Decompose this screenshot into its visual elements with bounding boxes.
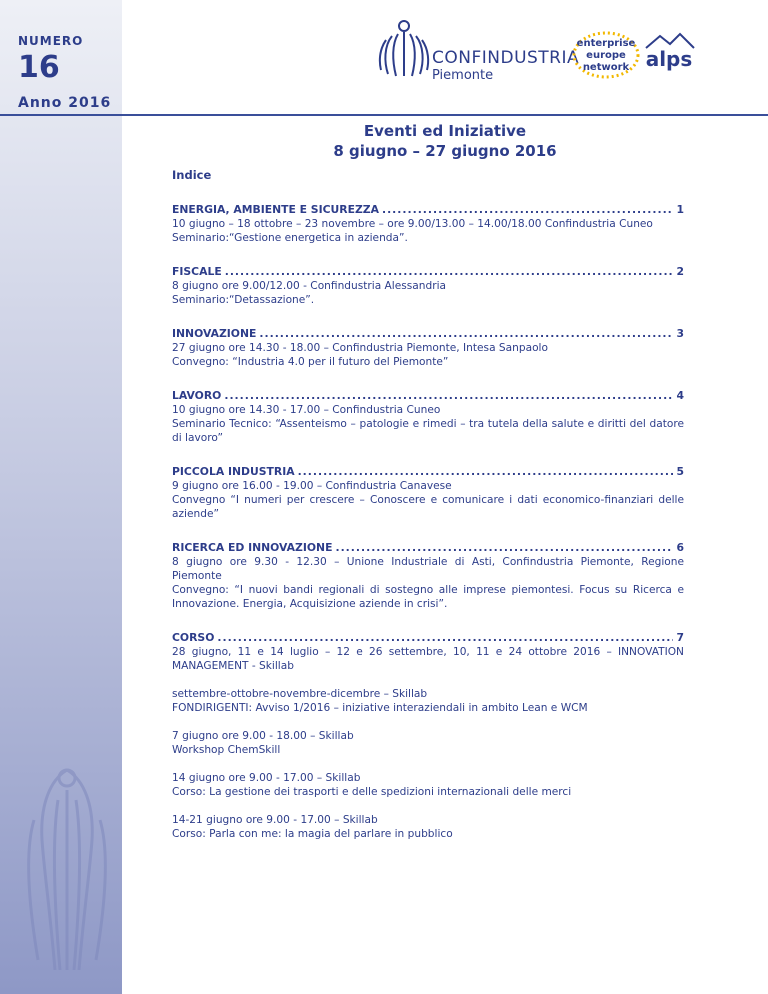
section-line: Convegno: “Industria 4.0 per il futuro del Piemonte” <box>172 356 449 368</box>
section-heading[interactable] <box>172 631 684 645</box>
section-line: 10 giugno ore 14.30 - 17.00 – Confindustria Cuneo <box>172 404 441 416</box>
corso-line: 14-21 giugno ore 9.00 - 17.00 – Skillab <box>172 814 378 826</box>
corso-line: 14 giugno ore 9.00 - 17.00 – Skillab <box>172 772 361 784</box>
section-line: 10 giugno – 18 ottobre – 23 novembre – ore 9.00/13.00 – 14.00/18.00 Confindustria Cuneo <box>172 218 653 230</box>
een-line-2: europe <box>586 50 626 61</box>
page-number: 5 <box>676 465 684 478</box>
index-heading: Indice <box>172 168 212 182</box>
enterprise-europe-network-logo-icon <box>572 30 640 80</box>
section-title: CORSO <box>172 631 215 644</box>
section-line: Seminario:“Detassazione”. <box>172 294 315 306</box>
index-section <box>172 327 684 369</box>
section-line: 8 giugno ore 9.30 - 12.30 – Unione Industriale di Asti, Confindustria Piemonte, Regione Piemonte <box>172 556 684 582</box>
index-section <box>172 389 684 445</box>
index-section <box>172 265 684 307</box>
dot-leader <box>335 541 673 555</box>
section-heading[interactable] <box>172 203 684 217</box>
corso-line: settembre-ottobre-novembre-dicembre – Skillab <box>172 688 428 700</box>
section-title: RICERCA ED INNOVAZIONE <box>172 541 333 554</box>
section-title: ENERGIA, AMBIENTE E SICUREZZA <box>172 203 379 216</box>
page-number: 6 <box>676 541 684 554</box>
dot-leader <box>225 265 674 279</box>
page-number: 3 <box>676 327 684 340</box>
page-number: 4 <box>676 389 684 402</box>
section-heading[interactable] <box>172 465 684 479</box>
dot-leader <box>259 327 673 341</box>
section-heading[interactable] <box>172 327 684 341</box>
page-number: 7 <box>676 631 684 644</box>
index-content <box>172 203 684 841</box>
een-line-1: enterprise <box>576 38 636 49</box>
section-line: 28 giugno, 11 e 14 luglio – 12 e 26 settembre, 10, 11 e 24 ottobre 2016 – INNOVATION MANAGEMENT - Skillab <box>172 646 684 672</box>
section-heading[interactable] <box>172 541 684 555</box>
header-rule <box>0 114 768 116</box>
section-heading[interactable] <box>172 265 684 279</box>
section-line: Seminario Tecnico: “Assenteismo – patologie e rimedi – tra tutela della salute e diritti del datore di lavoro” <box>172 418 684 444</box>
page-number: 2 <box>676 265 684 278</box>
section-line: 9 giugno ore 16.00 - 19.00 – Confindustria Canavese <box>172 480 452 492</box>
dot-leader <box>382 203 674 217</box>
issue-number: 16 <box>18 50 60 85</box>
section-line: 8 giugno ore 9.00/12.00 - Confindustria Alessandria <box>172 280 447 292</box>
section-title: PICCOLA INDUSTRIA <box>172 465 295 478</box>
corso-block <box>172 813 684 841</box>
section-title: LAVORO <box>172 389 222 402</box>
section-title: INNOVAZIONE <box>172 327 257 340</box>
corso-line: Corso: La gestione dei trasporti e delle spedizioni internazionali delle merci <box>172 786 572 798</box>
index-section <box>172 631 684 673</box>
org-name: CONFINDUSTRIA <box>432 48 580 68</box>
dot-leader <box>224 389 673 403</box>
een-line-3: network <box>582 62 630 73</box>
issue-year: Anno 2016 <box>18 95 112 111</box>
page-subtitle-dates: 8 giugno – 27 giugno 2016 <box>333 142 557 160</box>
org-region: Piemonte <box>432 68 494 83</box>
page-number: 1 <box>676 203 684 216</box>
corso-block <box>172 729 684 757</box>
corso-line: FONDIRIGENTI: Avviso 1/2016 – iniziative interaziendali in ambito Lean e WCM <box>172 702 588 714</box>
eagle-watermark-icon <box>20 760 115 980</box>
section-title: FISCALE <box>172 265 222 278</box>
section-line: 27 giugno ore 14.30 - 18.00 – Confindustria Piemonte, Intesa Sanpaolo <box>172 342 548 354</box>
section-heading[interactable] <box>172 389 684 403</box>
section-line: Seminario:“Gestione energetica in azienda”. <box>172 232 408 244</box>
alps-text: alps <box>645 47 693 71</box>
corso-line: Corso: Parla con me: la magia del parlare in pubblico <box>172 828 453 840</box>
corso-line: 7 giugno ore 9.00 - 18.00 – Skillab <box>172 730 354 742</box>
index-section <box>172 541 684 611</box>
issue-label: NUMERO <box>18 34 84 48</box>
confindustria-eagle-logo-icon <box>376 18 432 80</box>
page-title: Eventi ed Iniziative <box>363 122 527 140</box>
corso-line: Workshop ChemSkill <box>172 744 281 756</box>
section-line: Convegno “I numeri per crescere – Conoscere e comunicare i dati economico-finanziari delle aziende” <box>172 494 684 520</box>
alps-logo-icon <box>640 32 698 76</box>
corso-block <box>172 771 684 799</box>
section-line: Convegno: “I nuovi bandi regionali di sostegno alle imprese piemontesi. Focus su Ricerca e Innovazione. Energia, Acquisizione aziende in crisi”. <box>172 584 684 610</box>
index-section <box>172 465 684 521</box>
corso-block <box>172 687 684 715</box>
dot-leader <box>298 465 674 479</box>
index-section <box>172 203 684 245</box>
dot-leader <box>217 631 673 645</box>
